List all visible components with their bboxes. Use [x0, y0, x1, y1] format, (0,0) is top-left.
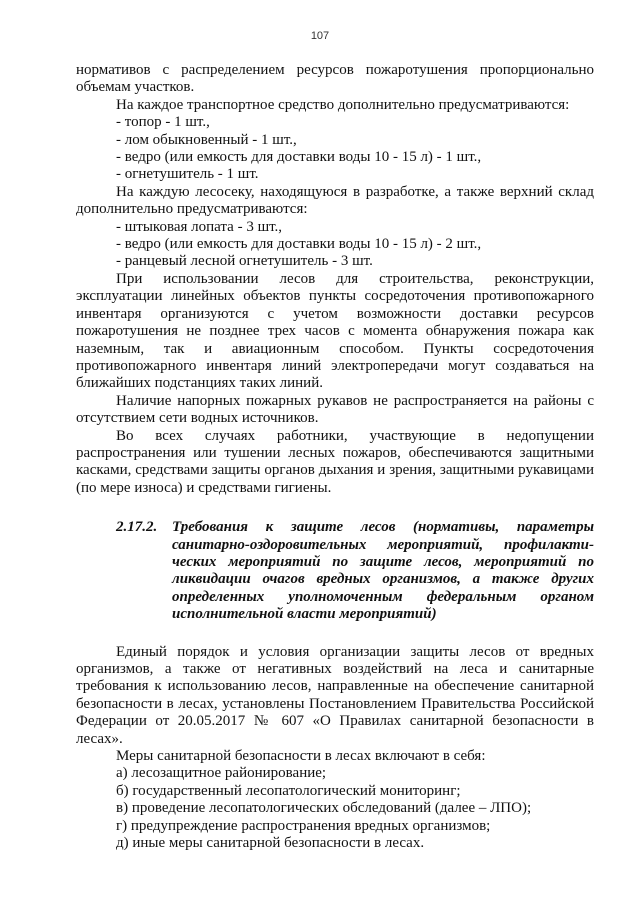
list-item-transport-2: - лом обыкновенный - 1 шт., — [116, 131, 297, 148]
list-item-transport-1: - топор - 1 шт., — [116, 114, 210, 131]
paragraph-measures-intro: Меры санитарной безопасности в лесах включают в себя: — [116, 748, 486, 765]
paragraph-continuation: нормативов с распределением ресурсов пожаротушения пропорционально объемам участков. — [76, 62, 594, 96]
paragraph-transport-intro: На каждое транспортное средство дополнительно предусматриваются: — [116, 96, 570, 113]
paragraph-hoses: Наличие напорных пожарных рукавов не распространяется на районы с отсутствием сети водных источников. — [76, 392, 594, 427]
section-heading — [76, 519, 594, 623]
list-item-measure-c: в) проведение лесопатологических обследований (далее – ЛПО); — [116, 800, 532, 817]
document-body — [76, 62, 594, 852]
section-number: 2.17.2. — [116, 519, 158, 536]
section-title: Требования к защите лесов (нормативы, параметры санитарно-оздоровительных мероприятий, профилакти-ческих мероприятий по защите лесов, мероприятий по ликвидации очагов вредных организмов, а также других определенных уполномоченным федеральным органом исполнительной власти мероприятий) — [172, 519, 594, 623]
paragraph-cutting-intro: На каждую лесосеку, находящуюся в разработке, а также верхний склад дополнительно предусматриваются: — [76, 183, 594, 218]
list-item-measure-d: г) предупреждение распространения вредных организмов; — [116, 817, 491, 834]
list-item-measure-e: д) иные меры санитарной безопасности в лесах. — [116, 835, 425, 852]
list-item-cutting-1: - штыковая лопата - 3 шт., — [116, 218, 283, 235]
page-number: 107 — [310, 30, 330, 42]
list-item-cutting-2: - ведро (или емкость для доставки воды 10 - 15 л) - 2 шт., — [116, 236, 482, 253]
list-item-measure-b: б) государственный лесопатологический мониторинг; — [116, 782, 461, 799]
paragraph-linear-objects: При использовании лесов для строительства, реконструкции, эксплуатации линейных объектов пункты сосредоточения противопожарного инвентаря организуются с учетом возможности доставки ресурсов пожаротушения не позднее трех часов с момента обнаружения пожара как наземным, так и авиационным способом. Пункты сосредоточения противопожарного инвентаря линий электропередачи могут создаваться на ближайших подстанциях таких линий. — [76, 270, 594, 392]
list-item-transport-3: - ведро (или емкость для доставки воды 10 - 15 л) - 1 шт., — [116, 149, 482, 166]
paragraph-workers: Во всех случаях работники, участвующие в недопущении распространения или тушении лесных пожаров, обеспечиваются защитными касками, средствами защиты органов дыхания и зрения, защитными рукавицами (по мере износа) и средствами гигиены. — [76, 427, 594, 496]
paragraph-procedure: Единый порядок и условия организации защиты лесов от вредных организмов, а также от негативных воздействий на леса и санитарные требования к использованию лесов, направленные на обеспечение санитарной безопасности в лесах, установлены Постановлением Правительства Российской Федерации от 20.05.2017 № 607 «О Правилах санитарной безопасности в лесах». — [76, 643, 594, 747]
list-item-measure-a: а) лесозащитное районирование; — [116, 765, 327, 782]
list-item-cutting-3: - ранцевый лесной огнетушитель - 3 шт. — [116, 253, 373, 270]
section-spacer — [76, 624, 594, 644]
list-item-transport-4: - огнетушитель - 1 шт. — [116, 166, 259, 183]
